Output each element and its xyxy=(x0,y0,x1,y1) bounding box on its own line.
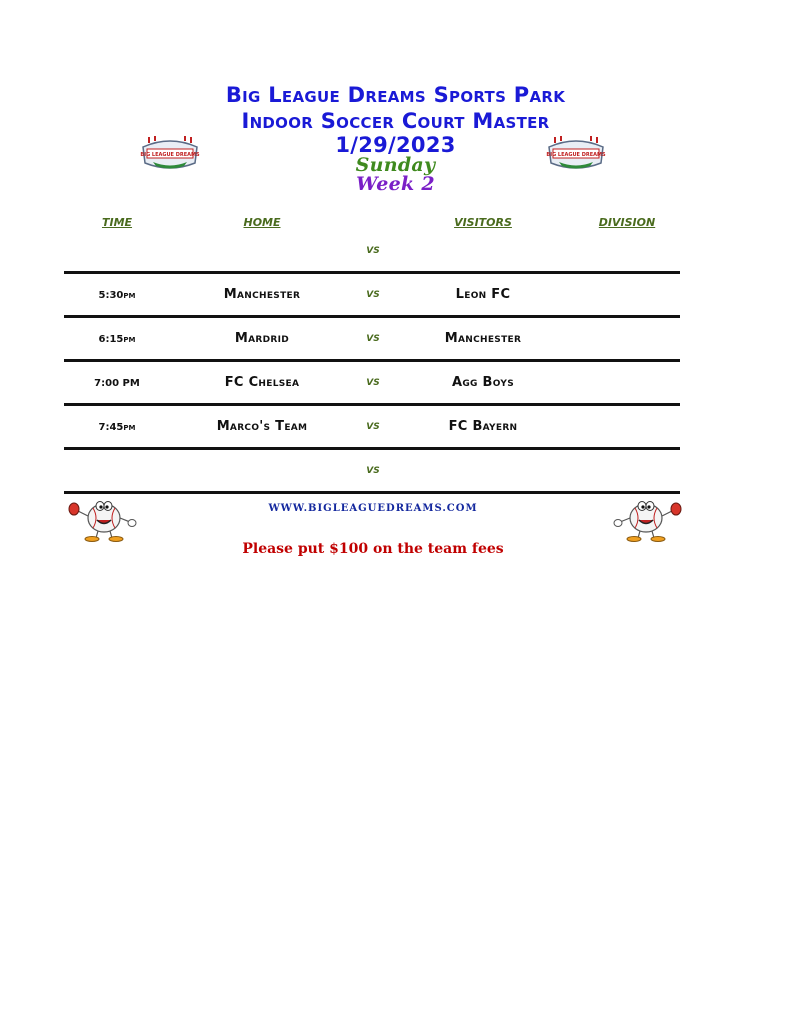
big-league-dreams-logo-right xyxy=(545,133,607,173)
schedule-date: 1/29/2023 xyxy=(335,133,456,157)
row-divider xyxy=(64,491,680,494)
page-title-line2: Indoor Soccer Court Master xyxy=(241,109,550,133)
game-time: 7:45pm xyxy=(98,422,136,433)
column-header-division: DIVISION xyxy=(598,216,656,229)
game-time: 6:15pm xyxy=(98,334,136,345)
home-team: FC Chelsea xyxy=(224,375,300,390)
row-divider xyxy=(64,403,680,406)
game-time: 7:00 PM xyxy=(94,378,140,389)
column-header-visitors: VISITORS xyxy=(454,216,512,229)
visitor-team: Leon FC xyxy=(455,287,511,302)
column-header-home: HOME xyxy=(243,216,281,229)
svg-text:BIG LEAGUE DREAMS: BIG LEAGUE DREAMS xyxy=(140,152,200,158)
vs-label: VS xyxy=(366,290,380,300)
team-fees-note: Please put $100 on the team fees xyxy=(242,541,504,557)
visitor-team: FC Bayern xyxy=(448,419,518,434)
vs-label: VS xyxy=(366,378,380,388)
row-divider xyxy=(64,447,680,450)
visitor-team: Manchester xyxy=(444,331,522,346)
row-divider xyxy=(64,271,680,274)
visitor-team: Agg Boys xyxy=(452,375,514,390)
vs-label: VS xyxy=(366,466,380,476)
schedule-week: Week 2 xyxy=(356,173,435,195)
vs-label: VS xyxy=(366,246,380,256)
website-link[interactable]: WWW.BIGLEAGUEDREAMS.COM xyxy=(268,503,478,514)
vs-label: VS xyxy=(366,334,380,344)
row-divider xyxy=(64,359,680,362)
home-team: Marco's Team xyxy=(216,419,308,434)
schedule-day: Sunday xyxy=(355,154,436,176)
big-league-dreams-logo-left xyxy=(139,133,201,173)
row-divider xyxy=(64,315,680,318)
svg-text:BIG LEAGUE DREAMS: BIG LEAGUE DREAMS xyxy=(546,152,606,158)
game-time: 5:30pm xyxy=(98,290,136,301)
page-title-line1: Big League Dreams Sports Park xyxy=(225,83,566,107)
home-team: Manchester xyxy=(223,287,301,302)
home-team: Mardrid xyxy=(234,331,290,346)
column-header-time: TIME xyxy=(101,216,133,229)
vs-label: VS xyxy=(366,422,380,432)
